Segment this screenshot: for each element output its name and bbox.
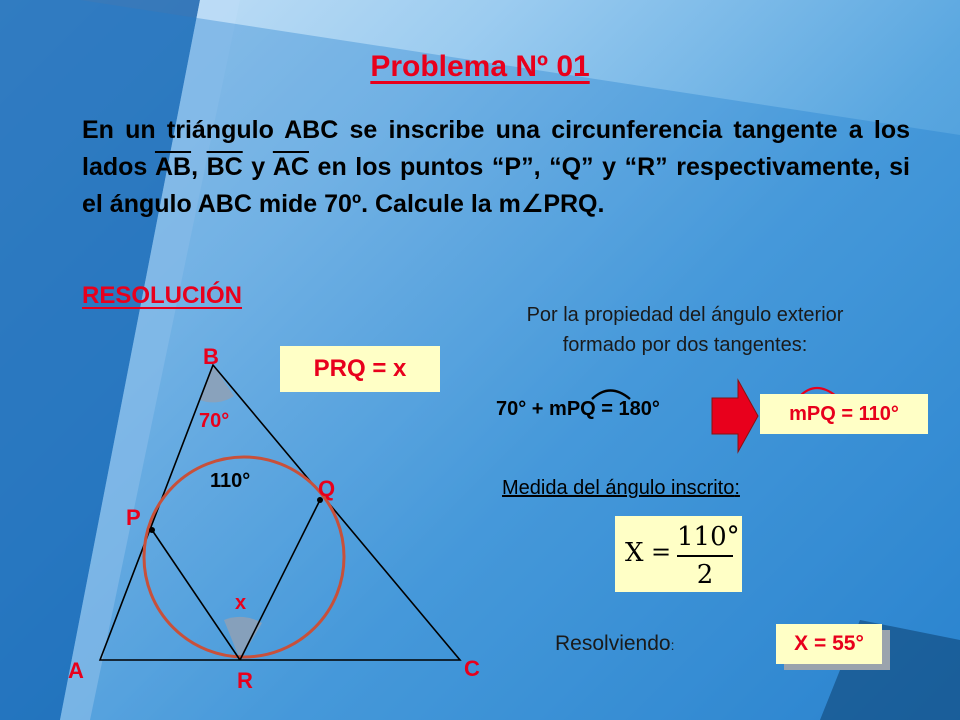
label-a: A xyxy=(68,658,84,683)
statement-part-2: en los puntos “P”, “Q” y “R” respectivamente, si el ángulo ABC mide 70º. Calcule la m xyxy=(82,153,910,218)
inscribed-angle-heading xyxy=(502,477,740,500)
label-b: B xyxy=(203,344,219,369)
fraction-bar xyxy=(677,555,733,557)
statement-sep-1: , xyxy=(191,153,207,181)
solving-label xyxy=(555,632,674,656)
label-p: P xyxy=(126,505,141,530)
arc-pq-label: 110° xyxy=(210,470,251,492)
statement-part-1: En un triángulo ABC se inscribe una circunferencia tangente a los lados xyxy=(82,116,910,181)
formula-lhs: X xyxy=(625,538,644,568)
segment-bc: $\overline{BC}$ xyxy=(206,153,243,181)
label-q: Q xyxy=(318,476,336,501)
angle-r-label: x xyxy=(235,592,247,614)
answer-box: X = 55° xyxy=(776,624,882,664)
angle-symbol: ∠ xyxy=(520,190,544,218)
formula-box xyxy=(615,516,742,592)
arc-result-box: mPQ = 110° xyxy=(760,394,928,434)
label-r: R xyxy=(237,668,253,693)
statement-part-3: PRQ. xyxy=(543,190,605,218)
property-note-line-1: Por la propiedad del ángulo exterior xyxy=(526,304,844,326)
segment-ab: $\overline{AB}$ xyxy=(154,153,192,181)
solving-colon: : xyxy=(670,637,675,653)
resolution-heading: RESOLUCIÓN xyxy=(82,282,243,309)
inscribed-angle-colon: : xyxy=(734,477,740,499)
problem-title: Problema Nº 01 xyxy=(370,50,590,83)
inscribed-angle-title: Medida del ángulo inscrito xyxy=(502,477,735,499)
label-c: C xyxy=(464,656,480,681)
formula-denominator: 2 xyxy=(696,560,714,590)
statement-sep-2: y xyxy=(242,153,273,181)
prq-definition-box: PRQ = x xyxy=(280,346,440,392)
solving-text: Resolviendo xyxy=(555,632,671,655)
formula-numerator: 110° xyxy=(677,522,740,552)
segment-ac: $\overline{AC}$ xyxy=(272,153,309,181)
tangent-equation: 70° + mPQ = 180° xyxy=(496,398,660,420)
property-note-line-2: formado por dos tangentes: xyxy=(562,334,808,356)
arrow-icon xyxy=(712,380,758,452)
formula-equals: = xyxy=(651,538,672,566)
angle-b-label: 70° xyxy=(199,410,230,432)
